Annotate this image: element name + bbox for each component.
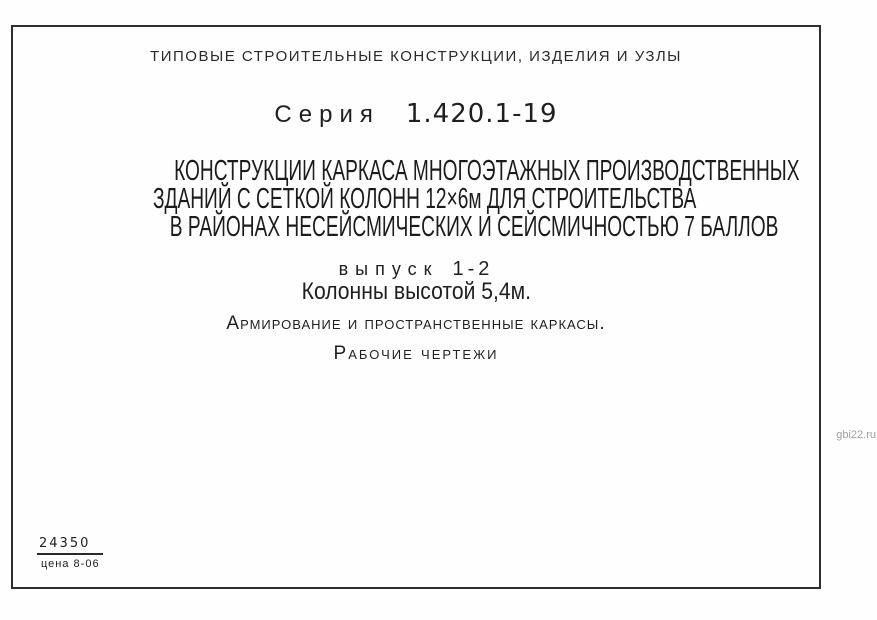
subtitle-text: Колонны высотой 5,4м. [301, 278, 531, 305]
main-title [13, 157, 819, 241]
title-line-3 [13, 213, 819, 241]
title-line-2-text: ЗДАНИЙ С СЕТКОЙ КОЛОНН 12×6м ДЛЯ СТРОИТЕЛЬСТВА [152, 183, 697, 215]
series-label: Серия [274, 101, 380, 128]
issue-number: 1-2 [452, 258, 494, 280]
document-header: ТИПОВЫЕ СТРОИТЕЛЬНЫЕ КОНСТРУКЦИИ, ИЗДЕЛИЯ И УЗЛЫ [150, 48, 682, 65]
title-line-2 [13, 185, 819, 213]
stamp-order-number: 24350 [37, 536, 103, 555]
issue-label: выпуск [338, 259, 439, 279]
title-line-1-text: КОНСТРУКЦИИ КАРКАСА МНОГОЭТАЖНЫХ ПРОИЗВОДСТВЕННЫХ [174, 155, 800, 187]
price-stamp [37, 534, 103, 570]
title-line-1 [13, 157, 819, 185]
series-line [13, 99, 819, 129]
watermark-text: gbi22.ru [836, 429, 876, 441]
stamp-price: цена 8-06 [41, 558, 100, 570]
title-line-3-text: В РАЙОНАХ НЕСЕЙСМИЧЕСКИХ И СЕЙСМИЧНОСТЬЮ 7 БАЛЛОВ [169, 211, 779, 243]
content-description-line: Армирование и пространственные каркасы. [226, 313, 606, 334]
series-number: 1.420.1-19 [405, 99, 558, 129]
page-border-frame [11, 25, 821, 589]
document-type-line: Рабочие чертежи [333, 343, 499, 364]
subtitle-line [13, 278, 819, 306]
